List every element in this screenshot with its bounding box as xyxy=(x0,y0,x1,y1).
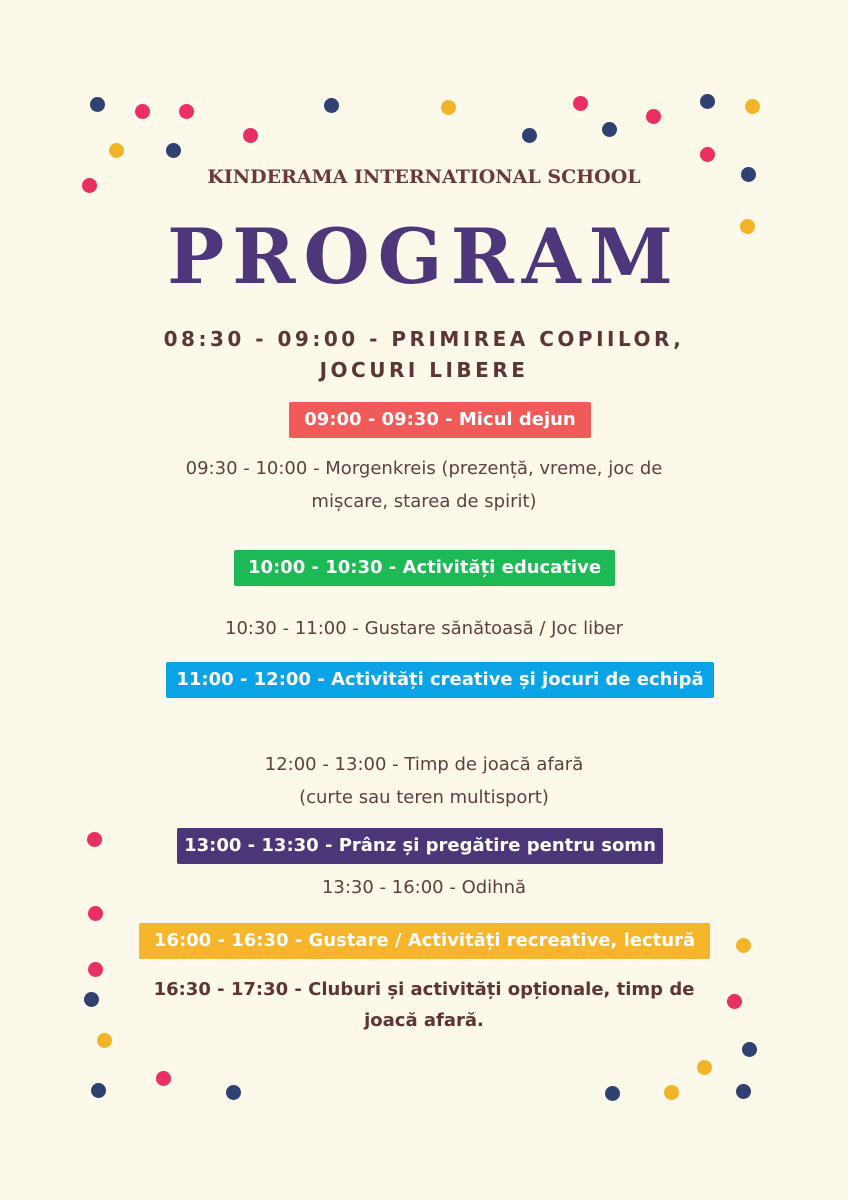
confetti-dot xyxy=(697,1060,712,1075)
schedule-arrival xyxy=(0,324,848,386)
schedule-arrival-line-2: JOCURI LIBERE xyxy=(319,358,529,382)
schedule-breakfast-bar: 09:00 - 09:30 - Micul dejun xyxy=(289,402,591,438)
confetti-dot xyxy=(441,100,456,115)
page-title: PROGRAM xyxy=(167,212,681,301)
school-name: KINDERAMA INTERNATIONAL SCHOOL xyxy=(207,166,641,188)
confetti-dot xyxy=(166,143,181,158)
schedule-outdoor-line-1: 12:00 - 13:00 - Timp de joacă afară xyxy=(264,754,584,775)
schedule-arrival-line-1: 08:30 - 09:00 - PRIMIREA COPIILOR, xyxy=(163,327,685,351)
confetti-dot xyxy=(88,906,103,921)
schedule-morning-line-2: mișcare, starea de spirit) xyxy=(311,491,537,512)
confetti-dot xyxy=(179,104,194,119)
schedule-snack: 10:30 - 11:00 - Gustare sănătoasă / Joc liber xyxy=(225,618,623,639)
confetti-dot xyxy=(522,128,537,143)
confetti-dot xyxy=(736,1084,751,1099)
schedule-recreational-bar: 16:00 - 16:30 - Gustare / Activități recreative, lectură xyxy=(139,923,710,959)
schedule-outdoor xyxy=(0,748,848,814)
confetti-dot xyxy=(700,94,715,109)
confetti-dot xyxy=(135,104,150,119)
schedule-clubs-line-2: joacă afară. xyxy=(364,1010,484,1031)
confetti-dot xyxy=(90,97,105,112)
confetti-dot xyxy=(664,1085,679,1100)
confetti-dot xyxy=(605,1086,620,1101)
confetti-dot xyxy=(109,143,124,158)
confetti-dot xyxy=(646,109,661,124)
confetti-dot xyxy=(602,122,617,137)
confetti-dot xyxy=(87,832,102,847)
schedule-creative-bar: 11:00 - 12:00 - Activități creative și jocuri de echipă xyxy=(166,662,714,698)
schedule-morning-circle xyxy=(0,452,848,518)
confetti-dot xyxy=(243,128,258,143)
schedule-clubs xyxy=(0,974,848,1036)
confetti-dot xyxy=(573,96,588,111)
schedule-educational-bar: 10:00 - 10:30 - Activități educative xyxy=(234,550,615,586)
schedule-outdoor-line-2: (curte sau teren multisport) xyxy=(299,787,549,808)
confetti-dot xyxy=(742,1042,757,1057)
confetti-dot xyxy=(226,1085,241,1100)
confetti-dot xyxy=(745,99,760,114)
schedule-rest: 13:30 - 16:00 - Odihnă xyxy=(321,877,527,898)
confetti-dot xyxy=(324,98,339,113)
confetti-dot xyxy=(91,1083,106,1098)
confetti-dot xyxy=(156,1071,171,1086)
confetti-dot xyxy=(700,147,715,162)
schedule-lunch-bar: 13:00 - 13:30 - Prânz și pregătire pentru somn xyxy=(177,828,663,864)
confetti-dot xyxy=(736,938,751,953)
schedule-morning-line-1: 09:30 - 10:00 - Morgenkreis (prezență, vreme, joc de xyxy=(185,458,663,479)
schedule-clubs-line-1: 16:30 - 17:30 - Cluburi și activități opționale, timp de xyxy=(153,979,695,1000)
